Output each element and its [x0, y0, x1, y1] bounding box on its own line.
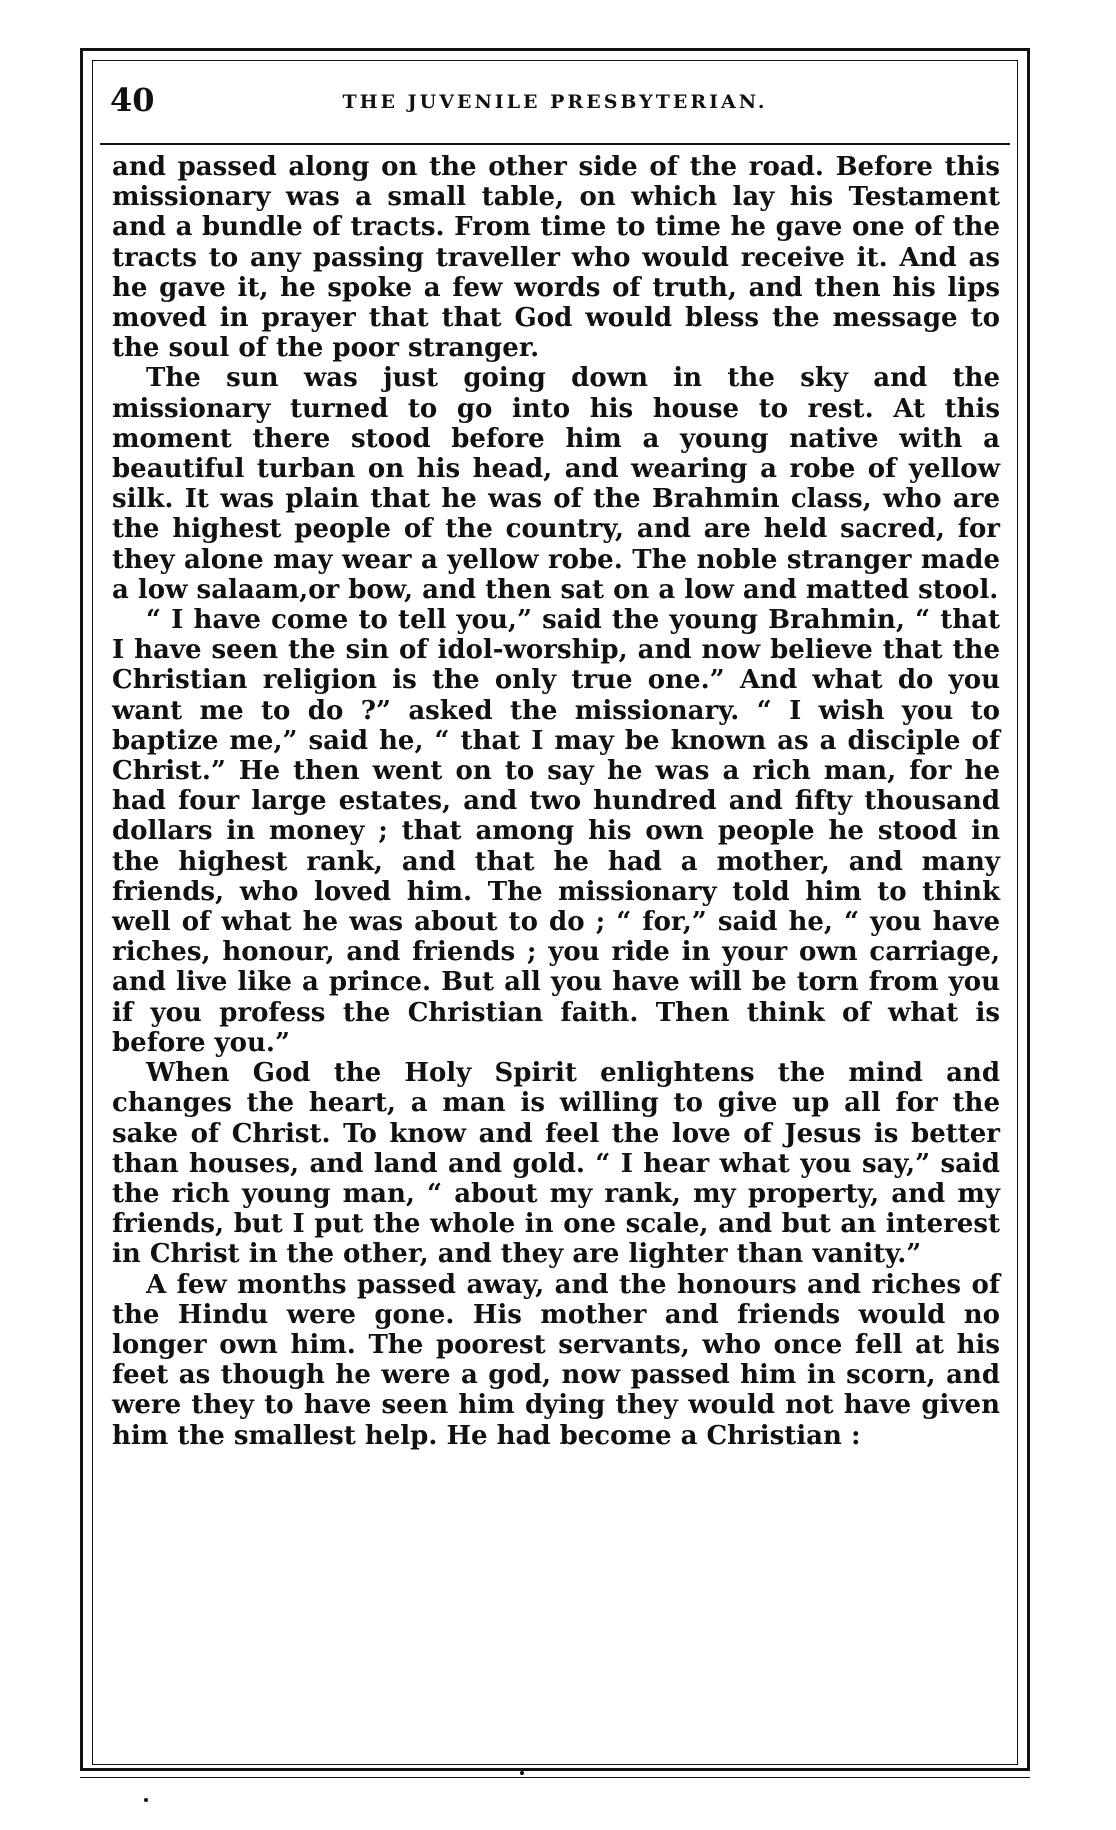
ink-speck [520, 1771, 524, 1775]
paragraph-5: A few months passed away, and the honours and riches of the Hindu were gone. His mother and friends would no longer own him. The poorest servants, who once fell at his feet as though he were a god, now passed him in scorn, and were they to have seen him dying they would not have given him the smallest help. He had become a Christian : [112, 1269, 1000, 1451]
running-title: THE JUVENILE PRESBYTERIAN. [342, 91, 768, 113]
header-rule [100, 143, 1010, 145]
paragraph-4: When God the Holy Spirit enlightens the mind and changes the heart, a man is willing to give up all for the sake of Christ. To know and feel the love of Jesus is better than houses, and land and gold. “ I hear what you say,” said the rich young man, “ about my rank, my property, and my friends, but I put the whole in one scale, and but an interest in Christ in the other, and they are lighter than vanity.” [112, 1058, 1000, 1270]
page-header [110, 80, 1000, 130]
article-body [112, 152, 1000, 1451]
page-number: 40 [110, 81, 155, 119]
bottom-rule [80, 1768, 1030, 1771]
bottom-rule-thin [80, 1777, 1030, 1778]
paragraph-1: and passed along on the other side of the road. Before this missionary was a small table, on which lay his Testament and a bundle of tracts. From time to time he gave one of the tracts to any passing traveller who would receive it. And as he gave it, he spoke a few words of truth, and then his lips moved in prayer that that God would bless the message to the soul of the poor stranger. [112, 152, 1000, 364]
ink-speck [144, 1798, 148, 1802]
paragraph-2: The sun was just going down in the sky and the missionary turned to go into his house to rest. At this moment there stood before him a young native with a beautiful turban on his head, and wearing a robe of yellow silk. It was plain that he was of the Brahmin class, who are the highest people of the country, and are held sacred, for they alone may wear a yellow robe. The noble stranger made a low salaam,or bow, and then sat on a low and matted stool. [112, 363, 1000, 605]
paragraph-3: “ I have come to tell you,” said the young Brahmin, “ that I have seen the sin of idol-worship, and now believe that the Christian religion is the only true one.” And what do you want me to do ?” asked the missionary. “ I wish you to baptize me,” said he, “ that I may be known as a disciple of Christ.” He then went on to say he was a rich man, for he had four large estates, and two hundred and fifty thousand dollars in money ; that among his own people he stood in the highest rank, and that he had a mother, and many friends, who loved him. The missionary told him to think well of what he was about to do ; “ for,” said he, “ you have riches, honour, and friends ; you ride in your own carriage, and live like a prince. But all you have will be torn from you if you profess the Christian faith. Then think of what is before you.” [112, 605, 1000, 1058]
